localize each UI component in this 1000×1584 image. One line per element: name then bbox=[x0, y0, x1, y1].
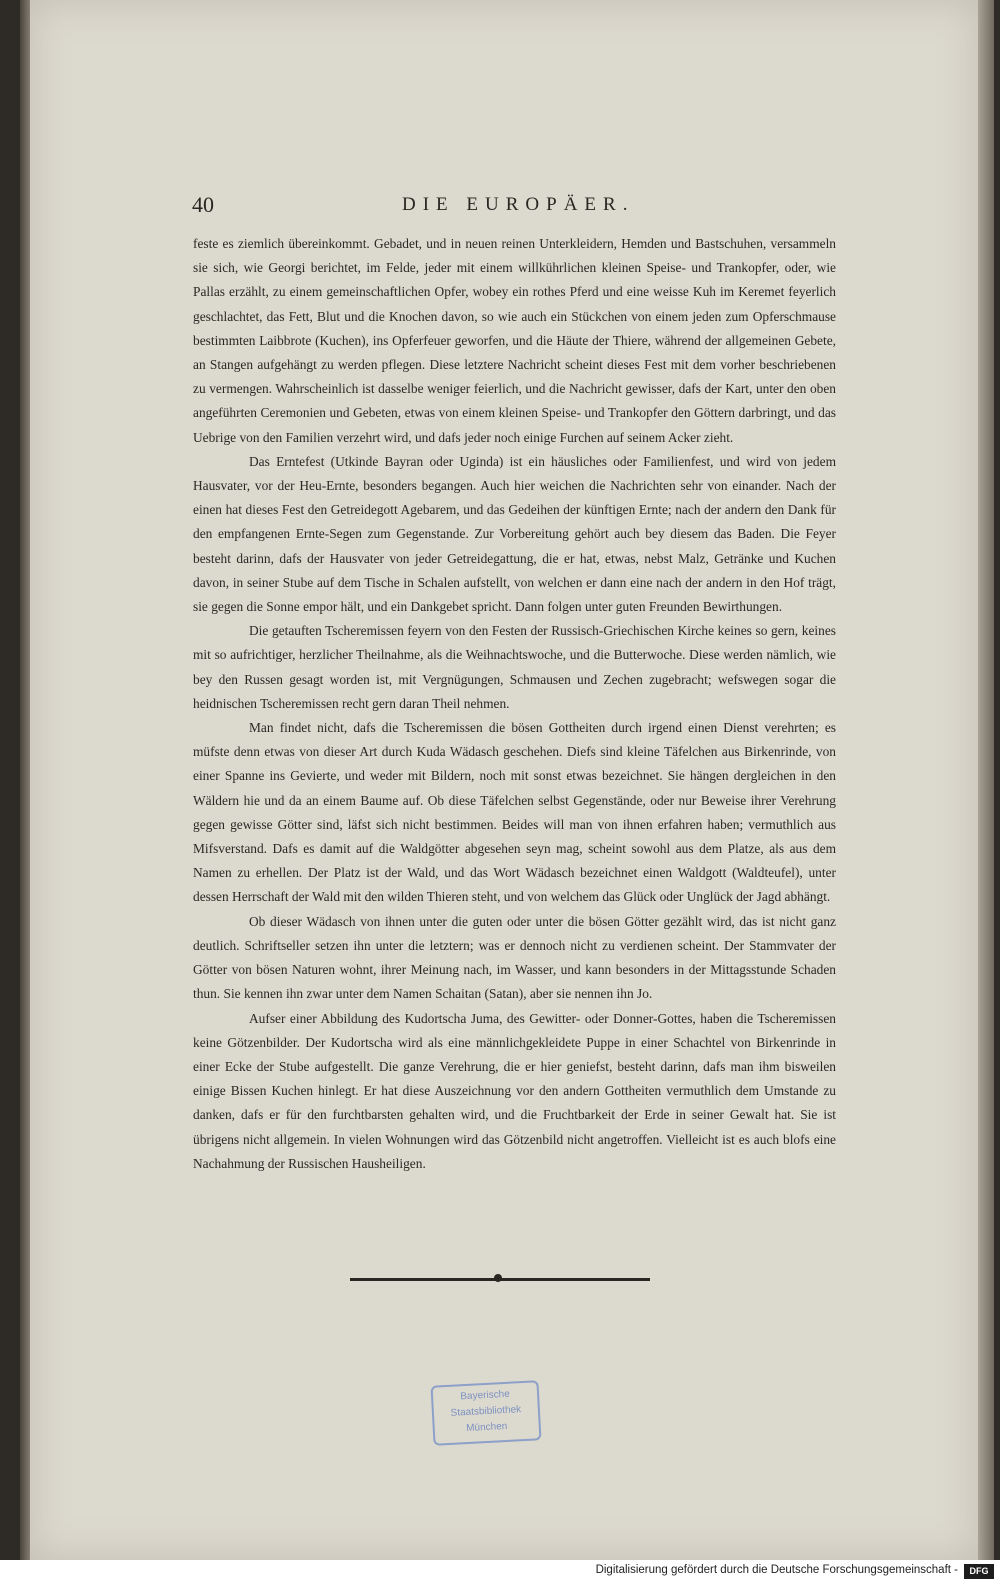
paragraph: Ob dieser Wädasch von ihnen unter die guten oder unter die bösen Götter gezählt wird, das ist nicht ganz deutlich. Schriftseller setzen ihn unter die letztern; was er dennoch nicht zu verdienen scheint. Der Stammvater der Götter von bösen Naturen wohnt, ihrer Meinung nach, im Wasser, und kann besonders in der Mittagsstunde Schaden thun. Sie kennen ihn zwar unter dem Namen Schaitan (Satan), aber sie nennen ihn Jo. bbox=[193, 913, 836, 1002]
library-stamp bbox=[431, 1380, 542, 1446]
paragraph: Das Erntefest (Utkinde Bayran oder Uginda) ist ein häusliches oder Familienfest, und wird von jedem Hausvater, vor der Heu-Ernte, besonders begangen. Auch hier weichen die Nachrichten sehr von einander. Nach der einen hat dieses Fest den Getreidegott Agebarem, und das Gedeihen der künftigen Ernte; nach der andern den Dank für den empfangenen Ernte-Segen zum Gegenstande. Zur Vorbereitung gehört auch bey diesem das Baden. Die Feyer besteht darinn, dafs der Hausvater von jeder Getreidegattung, die er hat, etwas, nebst Malz, Getränke und Kuchen davon, in seiner Stube auf dem Tische in Schalen aufstellt, von welchen er dann eine nach der andern in den Hof trägt, sie gegen die Sonne empor hält, und ein Dankgebet spricht. Dann folgen unter guten Freunden Bewirthungen. bbox=[193, 453, 836, 615]
paragraph: Aufser einer Abbildung des Kudortscha Juma, des Gewitter- oder Donner-Gottes, haben die Tscheremissen keine Götzenbilder. Der Kudortscha wird als eine männlichgekleidete Puppe in einer Schachtel von Birkenrinde in einer Ecke der Stube aufgestellt. Die ganze Verehrung, die er hier geniefst, besteht darinn, dafs man ihm bisweilen einige Bissen Kuchen hinlegt. Er hat diese Auszeichnung vor den andern Gottheiten vermuthlich dem Umstande zu danken, dafs er für den furchtbarsten gehalten wird, und die Fruchtbarkeit der Erde in seiner Gewalt hat. Sie ist übrigens nicht allgemein. In vielen Wohnungen wird das Götzenbild nicht angetroffen. Vielleicht ist es auch blofs eine Nachahmung der Russischen Hausheiligen. bbox=[193, 1010, 836, 1171]
dfg-logo: DFG bbox=[964, 1564, 994, 1579]
paragraph: Man findet nicht, dafs die Tscheremissen die bösen Gottheiten durch irgend einen Dienst verehrten; es müfste denn etwas von dieser Art durch Kuda Wädasch geschehen. Diefs sind kleine Täfelchen aus Birkenrinde, von einer Spanne ins Gevierte, und weder mit Bildern, noch mit sonst etwas bezeichnet. Sie hängen dergleichen in den Wäldern hie und da an einem Baume auf. Ob diese Täfelchen selbst Gegenstände, oder nur Beweise ihrer Verehrung gegen gewisse Götter sind, läfst sich nicht bestimmen. Beides will man von ihnen erfahren haben; vermuthlich aus Mifsverstand. Dafs es damit auf die Waldgötter abgesehen seyn mag, scheint sowohl aus dem Platze, als aus dem Namen zu erhellen. Der Platz ist der Wald, und das Wort Wädasch bezeichnet einen Waldgott (Waldteufel), unter dessen Herrschaft der Wald mit den wilden Thieren steht, und von welchem das Glück oder Unglück der Jagd abhängt. bbox=[193, 720, 836, 905]
paragraph: feste es ziemlich übereinkommt. Gebadet, und in neuen reinen Unterkleidern, Hemden und Bastschuhen, versammeln sie sich, wie Georgi berichtet, im Felde, jeder mit einem willkührlichen kleinen Speise- und Trankopfer, oder, wie Pallas erzählt, zu einem gemeinschaftlichen Opfer, wobey ein rothes Pferd und eine weisse Kuh im Keremet feyerlich geschlachtet, das Fett, Blut und die Knochen davon, so wie auch ein Stückchen von einem jeden zum Opferschmause bestimmten Laibbrote (Kuchen), ins Opferfeuer geworfen, und die Häute der Thiere, während der allgemeinen Gebete, an Stangen aufgehängt zu werden pflegen. Diese letztere Nachricht scheint dieses Fest mit dem vorher beschriebenen zu vermengen. Wahrscheinlich ist dasselbe weniger feierlich, und die Nachricht gewisser, dafs der Kart, unter den oben angeführten Ceremonien und Gebeten, etwas von einem kleinen Speise- und Trankopfer den Göttern darbringt, und das Uebrige von den Familien verzehrt wird, und dafs jeder noch einige Furchen auf seinem Acker zieht. bbox=[193, 236, 836, 445]
stamp-line: Staatsbibliothek bbox=[450, 1404, 522, 1419]
page-number: 40 bbox=[192, 192, 214, 217]
page-fore-edge bbox=[978, 0, 994, 1560]
page-header bbox=[192, 192, 842, 222]
running-title: DIE EUROPÄER. bbox=[402, 194, 635, 215]
paragraph: Die getauften Tscheremissen feyern von den Festen der Russisch-Griechischen Kirche keines so gern, keines mit so aufrichtiger, herzlicher Theilnahme, als die Weihnachtswoche, und die Butterwoche. Diese werden nämlich, wie bey den Russen gesagt worden ist, mit Vergnügungen, Schmausen und Zechen zugebracht; wefswegen sogar die heidnischen Tscheremissen recht gern daran Theil nehmen. bbox=[193, 623, 836, 711]
funding-credit: Digitalisierung gefördert durch die Deutsche Forschungsgemeinschaft - bbox=[595, 1564, 958, 1576]
stamp-line: Bayerische bbox=[460, 1388, 511, 1403]
footer-bar bbox=[0, 1560, 1000, 1584]
stamp-line: München bbox=[465, 1420, 508, 1435]
section-divider-ornament bbox=[494, 1274, 502, 1282]
body-text bbox=[193, 232, 836, 1176]
